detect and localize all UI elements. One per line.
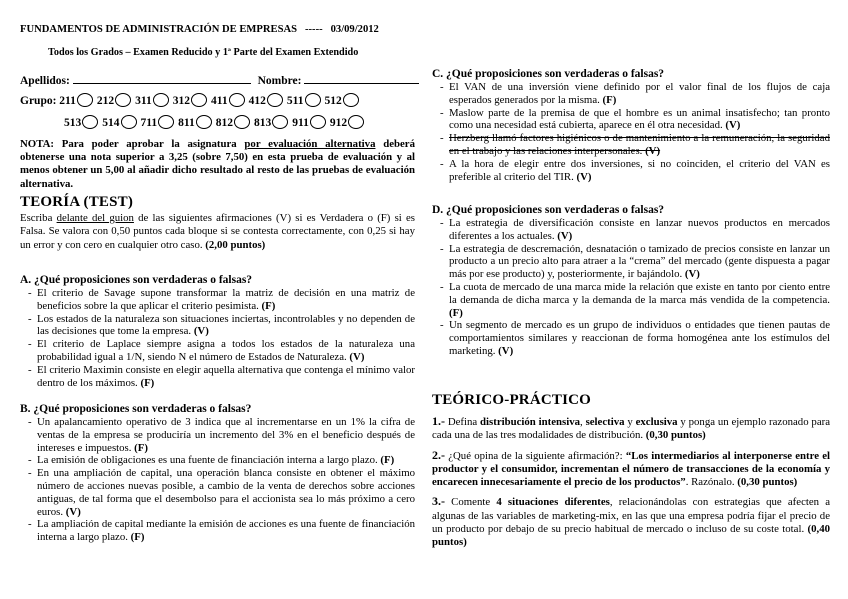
statement-answer: (F) bbox=[140, 376, 155, 389]
section-c bbox=[432, 67, 830, 183]
group-option-312[interactable] bbox=[173, 93, 207, 107]
title-separator: ----- bbox=[305, 24, 323, 35]
statement-text: Los estados de la naturaleza son situaciones inciertas, incontrolables y no dependen de las decisiones que tome la empresa. bbox=[37, 312, 415, 338]
statement-text: La cuota de mercado de una marca mide la relación que existe en tanto por ciento entre la demanda de dicha marca y la demanda de la marca más vendida de la competencia. bbox=[449, 280, 830, 306]
statement-answer: (V) bbox=[65, 505, 81, 518]
instr-c: de las siguientes afirmaciones (V) si es Verdadera o (F) si es Falsa. Se valora con 0,50 puntos cada bloque si se contesta correctamente, con 0,25 si hay un error y con cero en cualquier otro caso. bbox=[20, 212, 415, 251]
group-option-511[interactable] bbox=[287, 93, 321, 107]
name-field[interactable] bbox=[304, 72, 419, 84]
group-number: 311 bbox=[135, 95, 152, 107]
group-number: 513 bbox=[64, 117, 82, 129]
section-c-heading: C. ¿Qué proposiciones son verdaderas o falsas? bbox=[432, 68, 665, 80]
exam-title bbox=[20, 24, 379, 35]
statement-item bbox=[432, 107, 830, 133]
group-option-412[interactable] bbox=[249, 93, 283, 107]
group-option-411[interactable] bbox=[211, 93, 245, 107]
statement-text: Maslow parte de la premisa de que el hombre es un animal insatisfecho; tan pronto como una necesidad está cubierta, aparece en él otra necesidad. bbox=[449, 106, 830, 132]
group-option-711[interactable] bbox=[141, 115, 175, 129]
statement-answer: (V) bbox=[498, 344, 514, 357]
q1-b2: selectiva bbox=[585, 416, 625, 428]
group-checkbox-circle[interactable] bbox=[121, 115, 137, 129]
group-checkbox-circle[interactable] bbox=[310, 115, 326, 129]
statement-text: La ampliación de capital mediante la emisión de acciones es una fuente de financiación interna a largo plazo. bbox=[37, 518, 415, 544]
q1-number: 1.- bbox=[432, 414, 445, 428]
q3-a: Comente bbox=[445, 496, 497, 509]
statement-answer: (F) bbox=[134, 441, 148, 454]
note-underlined: por evaluación alternativa bbox=[244, 138, 376, 150]
statement-text: Un segmento de mercado es un grupo de individuos o entidades que tienen pautas de comportamientos similares y reaccionan de forma homogénea ante los estímulos del marketing. bbox=[449, 319, 830, 357]
statement-item bbox=[20, 338, 415, 364]
statement-item bbox=[432, 217, 830, 243]
surname-field[interactable] bbox=[73, 72, 251, 84]
note-part-c: deberá obtenerse una nota superior a 3,25 (sobre 7,50) en esta prueba de evaluación y al menos obtener un 5,00 al añadir dicho resultado al resto de las pruebas de evaluación alternativa. bbox=[20, 138, 415, 190]
group-number: 512 bbox=[324, 95, 342, 107]
statement-text: La estrategia de diversificación consiste en lanzar nuevos productos en mercados diferentes a los actuales. bbox=[449, 217, 830, 242]
q1-a: Defina bbox=[445, 416, 481, 428]
statement-item bbox=[20, 313, 415, 339]
name-row bbox=[20, 72, 419, 87]
group-row-2 bbox=[64, 115, 368, 129]
statement-text: La estrategia de descremación, desnatación o tamizado de precios consiste en lanzar un producto a un precio alto para atraer a la “crema” del mercado (gente dispuesta a pagar más por ese producto) y, posteriormente, ir bajándolo. bbox=[449, 242, 830, 281]
group-option-514[interactable] bbox=[102, 115, 136, 129]
group-number: 511 bbox=[286, 95, 304, 107]
group-checkbox-circle[interactable] bbox=[343, 93, 359, 107]
surname-label: Apellidos: bbox=[20, 75, 70, 87]
group-row-1 bbox=[20, 93, 363, 107]
statement-text: En una ampliación de capital, una operación blanca consiste en obtener el máximo número de acciones nuevas posible, a cambio de la venta de derechos sobre acciones antiguas, de tal forma que el desembolso para el accionista sea lo más próximo a cero euros. bbox=[37, 467, 415, 518]
statement-answer: (V) bbox=[725, 119, 741, 132]
statement-text: El criterio de Savage supone transformar la matriz de decisión en una matriz de beneficios sobre la que aplicar el criterio pesimista. bbox=[37, 287, 415, 312]
statement-text: El criterio Maximin consiste en elegir aquella alternativa que contenga el mínimo valor dentro de los máximos. bbox=[37, 363, 415, 389]
theory-block bbox=[20, 194, 415, 252]
group-option-212[interactable] bbox=[97, 93, 131, 107]
statement-answer: (F) bbox=[449, 306, 463, 319]
statement-answer: (F) bbox=[602, 93, 617, 106]
group-number: 911 bbox=[292, 117, 309, 129]
group-checkbox-circle[interactable] bbox=[267, 93, 283, 107]
group-number: 711 bbox=[140, 117, 158, 129]
q1-b3: exclusiva bbox=[635, 416, 678, 428]
group-label: Grupo: bbox=[20, 95, 57, 107]
statement-item bbox=[432, 158, 830, 184]
statement-item bbox=[432, 132, 830, 158]
group-checkbox-circle[interactable] bbox=[191, 93, 207, 107]
statement-answer: (V) bbox=[684, 268, 700, 281]
statement-text: Un apalancamiento operativo de 3 indica que al incrementarse en un 1% la cifra de ventas de la empresa se produciría un incremento del 3% en el beneficio después de intereses e impuestos. bbox=[37, 416, 415, 454]
q1-d: y ponga un ejemplo razonado para cada una de las tres modalidades de distribución. bbox=[432, 416, 831, 442]
statement-answer: (F) bbox=[261, 299, 276, 312]
section-b-items bbox=[20, 416, 415, 544]
statement-answer: (V) bbox=[645, 144, 661, 157]
q2-a: ¿Qué opina de la siguiente afirmación?: bbox=[445, 449, 626, 462]
statement-answer: (F) bbox=[130, 531, 145, 544]
statement-answer: (V) bbox=[349, 350, 365, 363]
statement-item bbox=[20, 416, 415, 454]
section-a-items bbox=[20, 287, 415, 389]
q3-points: (0,40 puntos) bbox=[432, 523, 830, 549]
group-option-911[interactable] bbox=[292, 115, 326, 129]
practice-block bbox=[432, 392, 830, 550]
group-option-513[interactable] bbox=[64, 115, 98, 129]
section-d-heading: D. ¿Qué proposiciones son verdaderas o falsas? bbox=[432, 204, 665, 216]
name-label: Nombre: bbox=[257, 75, 302, 87]
group-number: 411 bbox=[211, 95, 228, 107]
statement-item bbox=[20, 287, 415, 313]
group-checkbox-circle[interactable] bbox=[196, 115, 212, 129]
statement-answer: (V) bbox=[576, 170, 592, 183]
q1-points: (0,30 puntos) bbox=[645, 429, 706, 442]
statement-text: El VAN de una inversión viene definido por el valor final de los flujos de caja esperados generados por la misma. bbox=[449, 81, 830, 106]
section-b bbox=[20, 402, 415, 544]
q1-c1: , bbox=[580, 416, 586, 428]
statement-answer: (V) bbox=[193, 325, 209, 338]
q2-number: 2.- bbox=[432, 447, 445, 462]
q2-points: (0,30 puntos) bbox=[737, 476, 798, 489]
statement-item bbox=[432, 243, 830, 281]
group-number: 212 bbox=[96, 95, 115, 107]
statement-item bbox=[20, 467, 415, 518]
statement-item bbox=[20, 364, 415, 390]
group-option-211[interactable] bbox=[59, 93, 93, 107]
group-number: 811 bbox=[178, 117, 195, 129]
group-number: 312 bbox=[172, 95, 191, 107]
group-number: 514 bbox=[102, 117, 120, 129]
statement-item bbox=[20, 454, 415, 467]
q3-number: 3.- bbox=[432, 494, 445, 509]
group-checkbox-circle[interactable] bbox=[229, 93, 245, 107]
group-checkbox-circle[interactable] bbox=[348, 115, 364, 129]
practice-heading: TEÓRICO-PRÁCTICO bbox=[432, 392, 592, 408]
group-checkbox-circle[interactable] bbox=[153, 93, 169, 107]
statement-text: La emisión de obligaciones es una fuente de financiación interna a largo plazo. bbox=[37, 454, 381, 467]
group-number: 812 bbox=[215, 117, 233, 129]
group-checkbox-circle[interactable] bbox=[234, 115, 250, 129]
question-3 bbox=[432, 495, 830, 549]
section-a bbox=[20, 273, 415, 389]
statement-answer: (F) bbox=[380, 454, 395, 467]
group-number: 912 bbox=[329, 117, 348, 129]
q2-b: . Razónalo. bbox=[685, 476, 738, 489]
group-checkbox-circle[interactable] bbox=[115, 93, 131, 107]
group-number: 211 bbox=[59, 95, 76, 107]
question-2 bbox=[432, 449, 830, 490]
group-checkbox-circle[interactable] bbox=[158, 115, 174, 129]
section-b-heading: B. ¿Qué proposiciones son verdaderas o falsas? bbox=[20, 403, 252, 415]
statement-answer: (V) bbox=[557, 229, 573, 242]
question-1 bbox=[432, 415, 830, 443]
group-checkbox-circle[interactable] bbox=[77, 93, 93, 107]
instr-points: (2,00 puntos) bbox=[205, 238, 266, 251]
theory-instructions bbox=[20, 212, 415, 252]
section-d bbox=[432, 203, 830, 358]
statement-item bbox=[432, 281, 830, 319]
group-number: 412 bbox=[248, 95, 266, 107]
exam-subtitle: Todos los Grados – Examen Reducido y 1ª Parte del Examen Extendido bbox=[48, 47, 359, 58]
group-checkbox-circle[interactable] bbox=[82, 115, 98, 129]
statement-item bbox=[20, 518, 415, 544]
group-option-512[interactable] bbox=[325, 93, 359, 107]
section-a-heading: A. ¿Qué proposiciones son verdaderas o falsas? bbox=[20, 274, 253, 286]
section-d-items bbox=[432, 217, 830, 358]
statement-text: Herzberg llamó factores higiénicos o de mantenimiento a la remuneración, la seguridad en el trabajo y las relaciones interpersonales. bbox=[449, 132, 830, 157]
group-checkbox-circle[interactable] bbox=[272, 115, 288, 129]
note-part-a: NOTA: Para poder aprobar la asignatura bbox=[20, 138, 245, 150]
group-option-811[interactable] bbox=[178, 115, 212, 129]
group-checkbox-circle[interactable] bbox=[305, 93, 321, 107]
q1-c2: y bbox=[624, 416, 636, 428]
group-option-812[interactable] bbox=[216, 115, 250, 129]
instr-a: Escriba bbox=[20, 212, 57, 224]
group-option-912[interactable] bbox=[330, 115, 364, 129]
statement-text: El criterio de Laplace siempre asigna a todos los estados de la naturaleza una probabilidad igual a 1/N, siendo N el número de Estados de Naturaleza. bbox=[37, 338, 415, 363]
q1-b1: distribución intensiva bbox=[480, 416, 581, 428]
alternative-evaluation-note bbox=[20, 138, 415, 191]
statement-item bbox=[432, 81, 830, 107]
group-number: 813 bbox=[254, 117, 272, 129]
group-option-813[interactable] bbox=[254, 115, 288, 129]
q3-bold: 4 situaciones diferentes bbox=[496, 496, 610, 509]
instr-underlined: delante del guion bbox=[56, 212, 134, 224]
q3-b: , relacionándolas con estrategias que afecten a algunas de las variables de marketing-mix, en las que una empresa podría fijar el precio de un producto por debajo de su precio habitual de mercado o incluso de su coste total. bbox=[432, 496, 831, 536]
q2-quote: “Los intermediarios al interponerse entre el productor y el consumidor, incrementan el número de transacciones de la economía y encarecen innecesariamente el precio de los productos” bbox=[432, 449, 831, 489]
statement-item bbox=[432, 319, 830, 357]
theory-heading: TEORÍA (TEST) bbox=[20, 194, 134, 210]
statement-text: A la hora de elegir entre dos inversiones, si no coinciden, el criterio del VAN es preferible al criterio del TIR. bbox=[449, 157, 830, 183]
section-c-items bbox=[432, 81, 830, 183]
exam-title-text: FUNDAMENTOS DE ADMINISTRACIÓN DE EMPRESAS bbox=[20, 24, 298, 35]
group-option-311[interactable] bbox=[135, 93, 169, 107]
exam-date: 03/09/2012 bbox=[330, 24, 379, 35]
